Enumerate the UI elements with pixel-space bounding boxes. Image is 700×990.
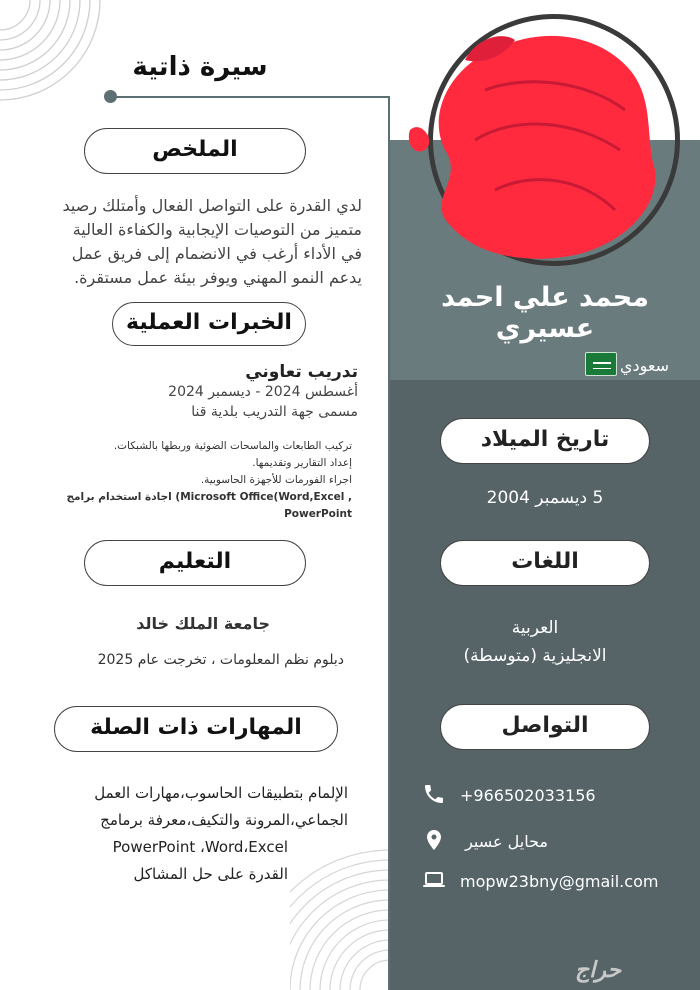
nationality: سعودي xyxy=(620,356,670,375)
experience-period: أغسطس 2024 - ديسمبر 2024 xyxy=(168,384,358,400)
summary-text: لدي القدرة على التواصل الفعال وأمتلك رصيد متميز من التوصيات الإيجابية والكفاءة العالية في الأداء أرغب في الانضمام إلى فريق عمل يدعم النمو المهني ويوفر بيئة عمل مستقرة. xyxy=(62,196,362,287)
sidebar-panel xyxy=(390,380,700,990)
decorative-arcs xyxy=(0,0,110,110)
education-degree: دبلوم نظم المعلومات ، تخرجت عام 2025 xyxy=(97,652,344,668)
birthdate-heading: تاريخ الميلاد xyxy=(440,418,650,464)
document-title: سيرة ذاتية xyxy=(132,52,268,82)
saudi-flag-icon xyxy=(585,352,617,376)
phone-icon xyxy=(422,782,446,806)
experience-tasks: تركيب الطابعات والماسحات الضوئية وربطها بالشبكات. إعداد التقارير وتقديمها. اجراء الفورمات للأجهزة الحاسوبية. اجادة استخدام برامج (Microsoft Office(Word,Excel , PowerPoint xyxy=(66,440,352,520)
person-name: محمد علي احمد عسيري xyxy=(441,282,649,344)
languages-heading: اللغات xyxy=(440,540,650,586)
contact-phone[interactable]: +966502033156 xyxy=(460,786,596,805)
contact-location: محايل عسير xyxy=(465,832,548,851)
title-underline xyxy=(110,96,390,98)
experience-org: مسمى جهة التدريب بلدية قنا xyxy=(191,404,358,420)
contact-email[interactable]: mopw23bny@gmail.com xyxy=(460,872,659,891)
location-pin-icon xyxy=(422,828,446,852)
column-divider xyxy=(388,96,390,990)
contact-heading: التواصل xyxy=(440,704,650,750)
education-heading: التعليم xyxy=(84,540,306,586)
laptop-icon xyxy=(422,868,446,892)
watermark-logo: حراج xyxy=(575,958,622,983)
skills-heading: المهارات ذات الصلة xyxy=(54,706,338,752)
redacted-photo xyxy=(405,20,665,270)
experience-heading: الخبرات العملية xyxy=(112,302,306,346)
experience-role: تدريب تعاوني xyxy=(245,362,358,382)
education-university: جامعة الملك خالد xyxy=(136,614,270,633)
summary-heading: الملخص xyxy=(84,128,306,174)
birthdate-value: 5 ديسمبر 2004 xyxy=(486,488,604,508)
languages-list: العربية الانجليزية (متوسطة) xyxy=(463,618,607,666)
skills-text: الإلمام بتطبيقات الحاسوب،مهارات العمل الجماعي،المرونة والتكيف،معرفة برمامج PowerPoint ،Word،Excel القدرة على حل المشاكل xyxy=(94,784,348,883)
